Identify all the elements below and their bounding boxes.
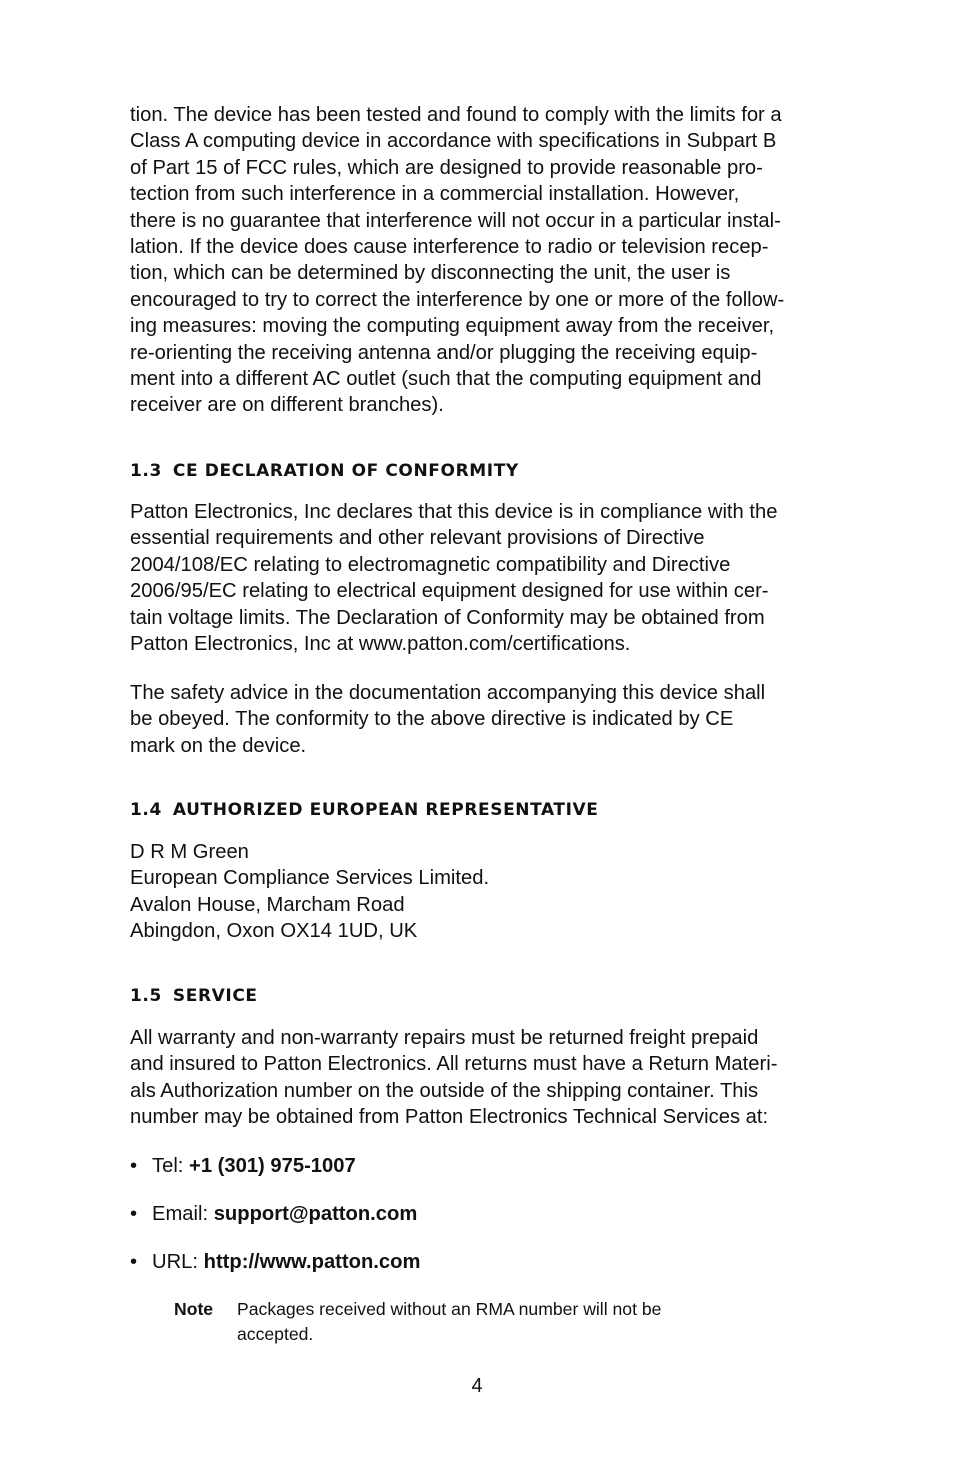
url-value: http://www.patton.com [203,1251,421,1273]
page-number: 4 [471,1375,483,1397]
bullet-email: • Email: support@patton.com [130,1203,418,1225]
safety-advice-paragraph: The safety advice in the documentation accompanying this device shall be obeyed. The conformity to the above directive is indicated by CE mark on the device. [130,682,766,757]
bullet-icon: • [130,1203,138,1225]
tel-value: +1 (301) 975-1007 [189,1155,356,1177]
note-text: Packages received without an RMA number will not be accepted. [237,1299,662,1344]
bullet-tel: • Tel: +1 (301) 975-1007 [130,1155,356,1177]
section-heading-1-4: 1.4 AUTHORIZED EUROPEAN REPRESENTATIVE [130,800,599,820]
bullet-icon: • [130,1155,138,1177]
section-heading-1-3: 1.3 CE DECLARATION OF CONFORMITY [130,461,519,481]
note-label: Note [174,1299,214,1319]
intro-paragraph: tion. The device has been tested and found to comply with the limits for a Class A computing device in accordance with specifications in Subpart B of Part 15 of FCC rules, which are designed to provide reasonable pro- tection from such interference in a commercial installation. However, there is no guarantee that interference will not occur in a particular instal- lation. If the device does cause interference to radio or television recep- tion, which can be determined by disconnecting the unit, the user is encouraged to try to correct the interference by one or more of the follow- ing measures: moving the computing equipment away from the receiver, re-orienting the receiving antenna and/or plugging the receiving equip- ment into a different AC outlet (such that the computing equipment and receiver are on different branches). [130,104,785,417]
service-paragraph: All warranty and non-warranty repairs must be returned freight prepaid and insured to Patton Electronics. All returns must have a Return Materi- als Authorization number on the outside of the shipping container. This number may be obtained from Patton Electronics Technical Services at: [130,1027,778,1129]
section-heading-1-5: 1.5 SERVICE [130,986,258,1006]
email-value: support@patton.com [213,1203,418,1225]
ce-declaration-paragraph: Patton Electronics, Inc declares that this device is in compliance with the essential requirements and other relevant provisions of Directive 2004/108/EC relating to electromagnetic compatibility and Directive 2006/95/EC relating to electrical equipment designed for use within cer- tain voltage limits. The Declaration of Conformity may be obtained from Patton Electronics, Inc at www.patton.com/certifications. [130,501,778,656]
representative-address: D R M Green European Compliance Services Limited. Avalon House, Marcham Road Abingdon, Oxon OX14 1UD, UK [130,841,490,943]
bullet-url: • URL: http://www.patton.com [130,1251,421,1273]
bullet-icon: • [130,1251,138,1273]
